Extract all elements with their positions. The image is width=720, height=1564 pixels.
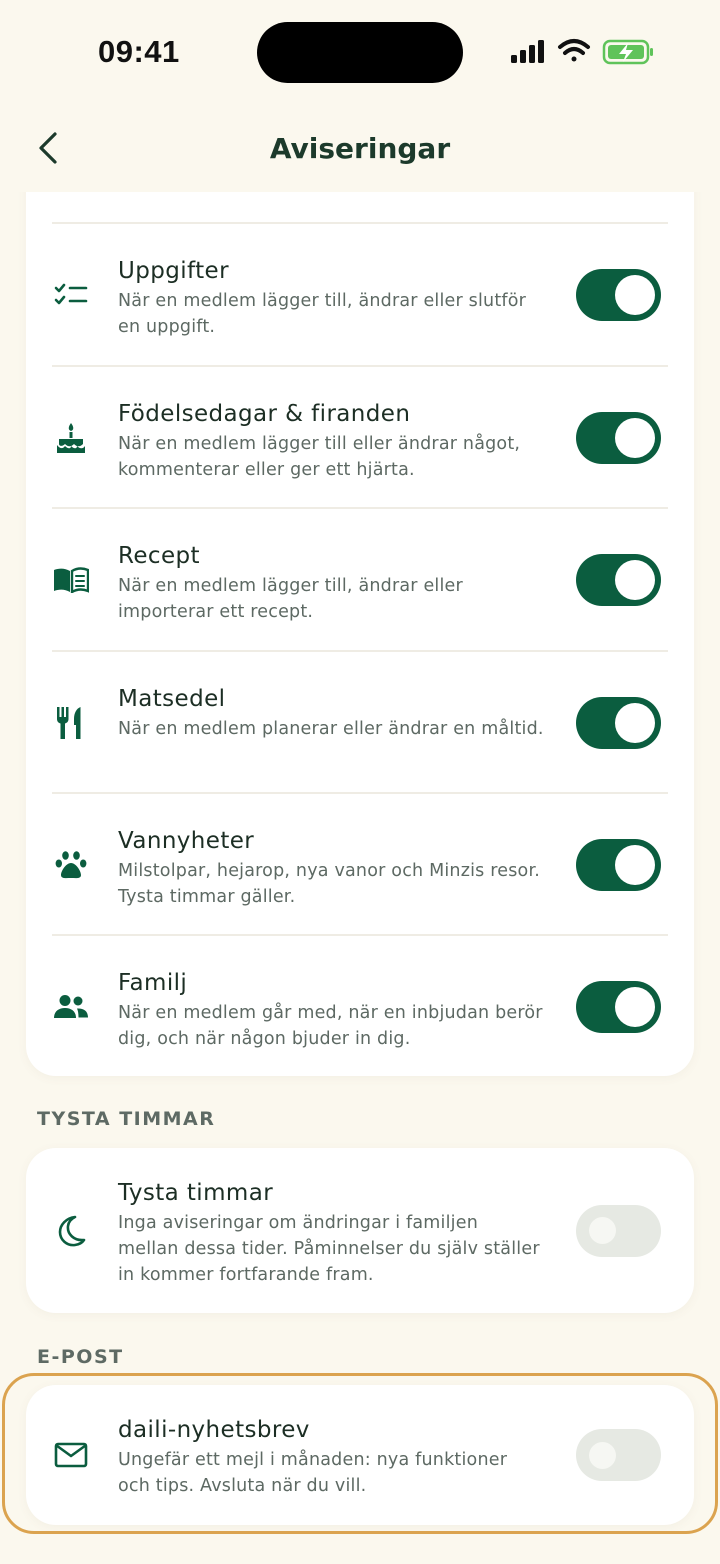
paw-icon <box>52 846 90 884</box>
settings-row-familj <box>26 936 694 1078</box>
battery-charging-icon <box>604 41 653 63</box>
moon-icon <box>52 1212 90 1250</box>
toggle-knob <box>589 1217 616 1244</box>
recept-toggle[interactable] <box>576 554 661 606</box>
row-title: Uppgifter <box>118 258 229 284</box>
email-card <box>26 1385 694 1525</box>
row-description: När en medlem lägger till, ändrar eller slutför en uppgift. <box>118 291 527 337</box>
row-title: Födelsedagar & firanden <box>118 401 411 427</box>
status-icons <box>509 36 659 68</box>
section-header-quiet-hours: TYSTA TIMMAR <box>37 1108 216 1130</box>
toggle-knob <box>615 418 655 458</box>
row-title: daili-nyhetsbrev <box>118 1417 310 1443</box>
familj-toggle[interactable] <box>576 981 661 1033</box>
newsletter-toggle[interactable] <box>576 1429 661 1481</box>
toggle-knob <box>615 845 655 885</box>
settings-row-uppgifter <box>26 224 694 366</box>
quiet-hours-toggle[interactable] <box>576 1205 661 1257</box>
toggle-knob <box>615 703 655 743</box>
row-title: Vannyheter <box>118 828 255 854</box>
row-description: När en medlem planerar eller ändrar en måltid. <box>118 719 544 739</box>
toggle-knob <box>615 560 655 600</box>
people-icon <box>52 988 90 1026</box>
settings-row-quiet-hours <box>26 1148 694 1313</box>
quiet-hours-card <box>26 1148 694 1313</box>
navigation-bar <box>0 110 720 192</box>
section-header-email: E-POST <box>37 1346 124 1368</box>
toggle-knob <box>615 987 655 1027</box>
vannyheter-toggle[interactable] <box>576 839 661 891</box>
cellular-signal-icon <box>511 40 544 63</box>
checklist-icon <box>52 276 90 314</box>
book-icon <box>52 561 90 599</box>
settings-row-newsletter <box>26 1385 694 1525</box>
settings-row-recept <box>26 509 694 651</box>
row-title: Tysta timmar <box>118 1180 274 1206</box>
row-title: Matsedel <box>118 686 226 712</box>
uppgifter-toggle[interactable] <box>576 269 661 321</box>
settings-row-birthdays <box>26 367 694 509</box>
row-description: När en medlem går med, när en inbjudan berör dig, och när någon bjuder in dig. <box>118 1003 543 1049</box>
row-description: Milstolpar, hejarop, nya vanor och Minzis resor. Tysta timmar gäller. <box>118 861 541 907</box>
matsedel-toggle[interactable] <box>576 697 661 749</box>
dynamic-island <box>257 22 463 83</box>
toggle-knob <box>615 275 655 315</box>
birthdays-toggle[interactable] <box>576 412 661 464</box>
page-title: Aviseringar <box>269 132 451 165</box>
row-title: Recept <box>118 543 200 569</box>
settings-row-matsedel <box>26 652 694 794</box>
row-description: Inga aviseringar om ändringar i familjen mellan dessa tider. Påminnelser du själv ställer in kommer fortfarande fram. <box>118 1213 540 1285</box>
row-title: Familj <box>118 970 188 996</box>
status-time: 09:41 <box>98 34 180 69</box>
toggle-knob <box>589 1442 616 1469</box>
notification-settings-card <box>26 150 694 1076</box>
mail-icon <box>52 1436 90 1474</box>
settings-row-vannyheter <box>26 794 694 936</box>
wifi-icon <box>560 41 588 62</box>
row-description: När en medlem lägger till eller ändrar något, kommenterar eller ger ett hjärta. <box>118 434 521 480</box>
row-description: När en medlem lägger till, ändrar eller importerar ett recept. <box>118 576 463 622</box>
cake-icon <box>52 419 90 457</box>
cutlery-icon <box>52 704 90 742</box>
status-bar <box>0 0 720 110</box>
row-description: Ungefär ett mejl i månaden: nya funktioner och tips. Avsluta när du vill. <box>118 1450 508 1496</box>
